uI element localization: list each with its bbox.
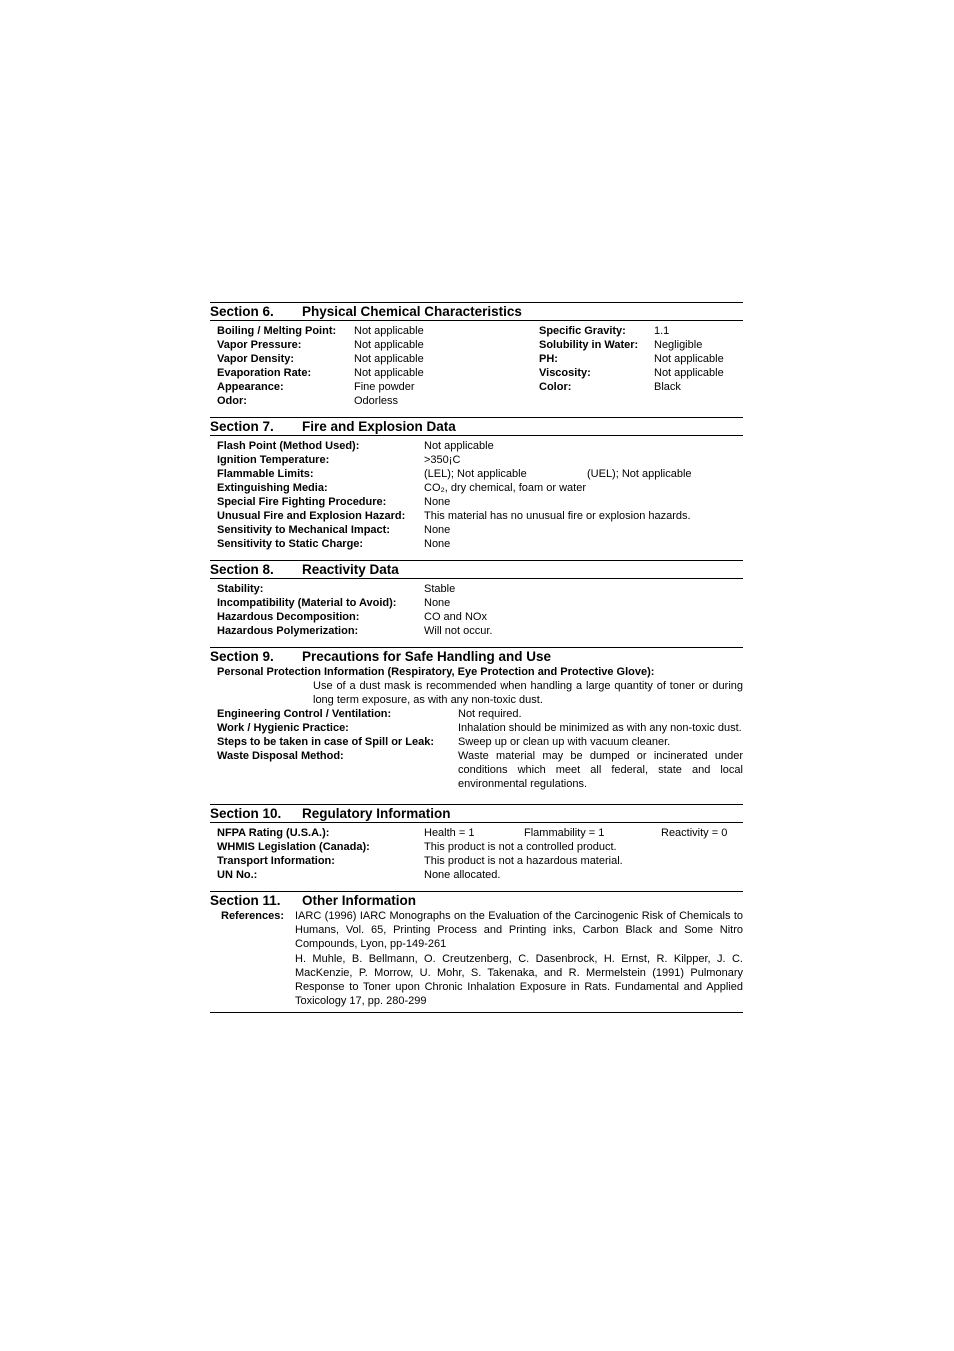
property-label: Sensitivity to Static Charge:: [217, 538, 364, 550]
personal-protection-text: Use of a dust mask is recommended when handling a large quantity of toner or during long term exposure, as with any non-toxic dust.: [313, 680, 743, 706]
property-value: Odorless: [354, 395, 399, 407]
property-label: Transport Information:: [217, 855, 335, 867]
property-value: None: [424, 524, 451, 536]
nfpa-row: [217, 826, 743, 840]
property-value: Not applicable: [354, 353, 424, 365]
property-value: This material has no unusual fire or explosion hazards.: [424, 510, 691, 522]
property-value: None allocated.: [424, 869, 501, 881]
property-label: Steps to be taken in case of Spill or Leak:: [217, 736, 435, 748]
property-label: Ignition Temperature:: [217, 454, 330, 466]
section-title: Physical Chemical Characteristics: [302, 304, 522, 319]
reference-item: H. Muhle, B. Bellmann, O. Creutzenberg, C. Dasenbrock, H. Ernst, R. Kilpper, J. C. MacKenzie, P. Morrow, U. Mohr, S. Takenaka, and R. Mermelstein (1991) Pulmonary Response to Toner upon Chronic Inhalation Exposure in Rats. Fundamental and Applied Toxicology 17, pp. 280-299: [295, 953, 743, 1007]
property-value: This product is not a controlled product.: [424, 841, 617, 853]
section-11-body: [210, 909, 743, 1012]
property-label: Viscosity:: [539, 367, 591, 379]
property-label: Hazardous Decomposition:: [217, 611, 360, 623]
property-label: WHMIS Legislation (Canada):: [217, 841, 370, 853]
property-label: Flash Point (Method Used):: [217, 440, 360, 452]
property-value: Black: [654, 381, 681, 393]
property-label: Special Fire Fighting Procedure:: [217, 496, 387, 508]
property-value: None: [424, 597, 451, 609]
section-6-body: [210, 321, 743, 417]
property-row: [217, 868, 743, 882]
section-title: Other Information: [302, 893, 416, 908]
property-row: [217, 854, 743, 868]
property-label: Appearance:: [217, 381, 284, 393]
property-label: Hazardous Polymerization:: [217, 625, 359, 637]
property-row: [217, 721, 743, 735]
property-row: [217, 610, 743, 624]
property-row: [217, 707, 743, 721]
property-label: Unusual Fire and Explosion Hazard:: [217, 510, 406, 522]
property-label: Odor:: [217, 395, 247, 407]
section-number: Section 7.: [210, 419, 274, 434]
section-8-heading: [210, 561, 743, 579]
property-row: [217, 380, 743, 394]
property-value: Fine powder: [354, 381, 415, 393]
section-7: [210, 417, 743, 560]
property-value: None: [424, 496, 451, 508]
property-value: Not required.: [458, 708, 522, 720]
property-label: Incompatibility (Material to Avoid):: [217, 597, 397, 609]
bottom-rule: [210, 1012, 743, 1013]
property-label: Stability:: [217, 583, 264, 595]
property-value: (LEL); Not applicable: [424, 468, 527, 480]
property-value: CO₂, dry chemical, foam or water: [424, 482, 586, 494]
property-label: Color:: [539, 381, 572, 393]
property-value: Not applicable: [354, 325, 424, 337]
section-title: Regulatory Information: [302, 806, 451, 821]
section-6-heading: [210, 303, 743, 321]
property-label: Boiling / Melting Point:: [217, 325, 337, 337]
property-value: (UEL); Not applicable: [587, 468, 692, 480]
property-label: Sensitivity to Mechanical Impact:: [217, 524, 390, 536]
property-value: Inhalation should be minimized as with any non-toxic dust.: [458, 722, 742, 734]
section-7-body: [210, 436, 743, 560]
property-row: [217, 481, 743, 495]
property-row: [217, 394, 743, 408]
section-10: [210, 804, 743, 891]
section-title: Fire and Explosion Data: [302, 419, 456, 434]
property-value: CO and NOx: [424, 611, 487, 623]
section-9: [210, 647, 743, 804]
property-value: Sweep up or clean up with vacuum cleaner.: [458, 736, 671, 748]
property-row: [217, 366, 743, 380]
property-value: Stable: [424, 583, 456, 595]
property-label: Extinguishing Media:: [217, 482, 328, 494]
property-row: [217, 352, 743, 366]
property-value: 1.1: [654, 325, 670, 337]
property-row: [217, 735, 743, 749]
property-label: PH:: [539, 353, 558, 365]
property-label: Engineering Control / Ventilation:: [217, 708, 392, 720]
property-row: [217, 495, 743, 509]
nfpa-health: Health = 1: [424, 827, 475, 839]
section-number: Section 6.: [210, 304, 274, 319]
references-list: [295, 909, 743, 1009]
property-row: [217, 324, 743, 338]
section-number: Section 9.: [210, 649, 274, 664]
property-row: [217, 338, 743, 352]
reference-item: IARC (1996) IARC Monographs on the Evaluation of the Carcinogenic Risk of Chemicals to Humans, Vol. 65, Printing Process and Printing inks, Carbon Black and Some Nitro Compounds, Lyon, pp-149-261: [295, 910, 743, 950]
property-label: Work / Hygienic Practice:: [217, 722, 349, 734]
property-value: This product is not a hazardous material.: [424, 855, 623, 867]
property-label: UN No.:: [217, 869, 258, 881]
section-7-heading: [210, 418, 743, 436]
property-row: [217, 467, 743, 481]
property-label: Evaporation Rate:: [217, 367, 312, 379]
property-value: Not applicable: [354, 367, 424, 379]
property-label: Vapor Pressure:: [217, 339, 302, 351]
section-number: Section 11.: [210, 893, 281, 908]
property-row: [217, 582, 743, 596]
property-value: None: [424, 538, 451, 550]
property-row: [217, 596, 743, 610]
section-11: [210, 891, 743, 1013]
property-value: Not applicable: [424, 440, 494, 452]
property-value: Will not occur.: [424, 625, 493, 637]
property-row: [217, 624, 743, 638]
property-row: [217, 453, 743, 467]
section-6: [210, 302, 743, 417]
property-row: [217, 509, 743, 523]
property-value: Negligible: [654, 339, 703, 351]
section-8-body: [210, 579, 743, 647]
personal-protection-label: Personal Protection Information (Respiratory, Eye Protection and Protective Glove):: [217, 666, 655, 678]
property-label: Vapor Density:: [217, 353, 295, 365]
property-row: [217, 749, 743, 791]
property-label: Solubility in Water:: [539, 339, 639, 351]
property-value: Not applicable: [354, 339, 424, 351]
property-label: Specific Gravity:: [539, 325, 626, 337]
section-title: Precautions for Safe Handling and Use: [302, 649, 552, 664]
msds-sheet: [210, 302, 743, 1013]
property-value: Waste material may be dumped or incinerated under conditions which meet all federal, state and local environmental regulations.: [458, 750, 743, 790]
property-value: Not applicable: [654, 353, 724, 365]
property-label: Flammable Limits:: [217, 468, 314, 480]
section-10-body: [210, 823, 743, 891]
property-value: Not applicable: [654, 367, 724, 379]
section-title: Reactivity Data: [302, 562, 399, 577]
section-10-heading: [210, 805, 743, 823]
nfpa-flammability: Flammability = 1: [524, 827, 605, 839]
property-value: >350¡C: [424, 454, 461, 466]
property-row: [217, 439, 743, 453]
property-row: [217, 523, 743, 537]
section-11-heading: [210, 892, 743, 909]
property-row: [217, 537, 743, 551]
section-8: [210, 560, 743, 647]
section-9-body: [210, 665, 743, 804]
section-number: Section 8.: [210, 562, 274, 577]
nfpa-reactivity: Reactivity = 0: [661, 827, 728, 839]
section-number: Section 10.: [210, 806, 282, 821]
property-label: NFPA Rating (U.S.A.):: [217, 827, 330, 839]
references-label: References:: [221, 910, 284, 922]
property-row: [217, 840, 743, 854]
property-label: Waste Disposal Method:: [217, 750, 344, 762]
section-9-heading: [210, 648, 743, 665]
